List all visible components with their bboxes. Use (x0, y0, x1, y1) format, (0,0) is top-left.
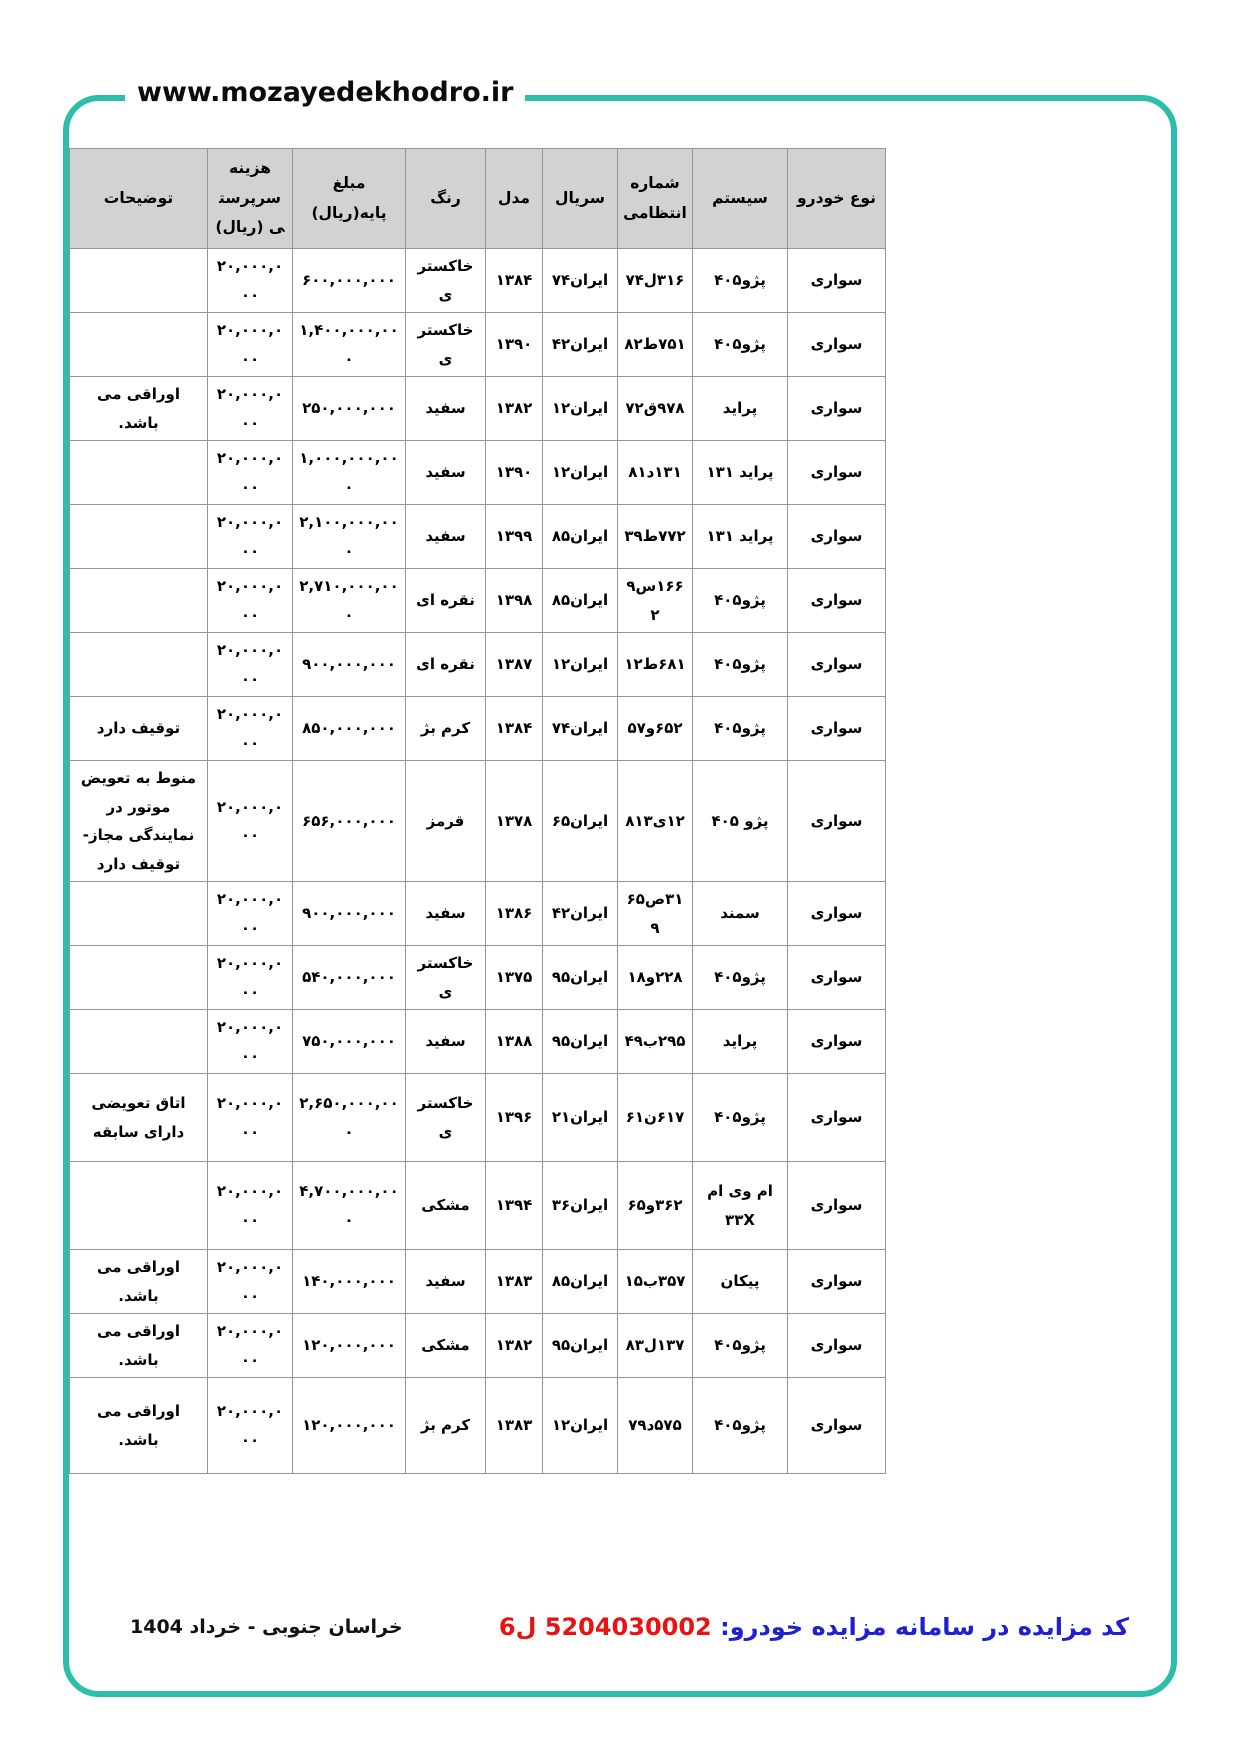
cell-serial: ایران۴۲ (543, 313, 618, 377)
cell-vehicle_type: سواری (788, 761, 886, 882)
cell-serial: ایران۶۵ (543, 761, 618, 882)
cell-color: مشکی (406, 1314, 486, 1378)
column-header: شماره انتظامی (618, 149, 693, 249)
cell-color: کرم بژ (406, 1378, 486, 1474)
cell-serial: ایران۷۴ (543, 697, 618, 761)
cell-notes (70, 505, 208, 569)
cell-model_year: ۱۳۹۴ (486, 1162, 543, 1250)
auction-code-value: 5204030002 ل6 (498, 1613, 712, 1641)
cell-supervision_fee: ۲۰,۰۰۰,۰۰۰ (208, 1074, 293, 1162)
cell-serial: ایران۹۵ (543, 946, 618, 1010)
cell-supervision_fee: ۲۰,۰۰۰,۰۰۰ (208, 697, 293, 761)
cell-supervision_fee: ۲۰,۰۰۰,۰۰۰ (208, 505, 293, 569)
cell-model_year: ۱۳۸۳ (486, 1250, 543, 1314)
cell-base_price: ۱,۴۰۰,۰۰۰,۰۰۰ (293, 313, 406, 377)
site-url: www.mozayedekhodro.ir (125, 77, 525, 108)
table-row (70, 441, 886, 505)
table-row (70, 946, 886, 1010)
cell-model_year: ۱۳۷۵ (486, 946, 543, 1010)
cell-model_year: ۱۳۸۴ (486, 697, 543, 761)
cell-system: پژو۴۰۵ (693, 946, 788, 1010)
cell-serial: ایران۸۵ (543, 569, 618, 633)
cell-supervision_fee: ۲۰,۰۰۰,۰۰۰ (208, 377, 293, 441)
cell-model_year: ۱۳۹۹ (486, 505, 543, 569)
cell-color: سفید (406, 882, 486, 946)
table-row (70, 1378, 886, 1474)
cell-base_price: ۲,۶۵۰,۰۰۰,۰۰۰ (293, 1074, 406, 1162)
table-row (70, 1074, 886, 1162)
cell-notes: اوراقی می باشد. (70, 1250, 208, 1314)
cell-serial: ایران۷۴ (543, 249, 618, 313)
cell-supervision_fee: ۲۰,۰۰۰,۰۰۰ (208, 1162, 293, 1250)
cell-serial: ایران۸۵ (543, 1250, 618, 1314)
cell-system: پژو۴۰۵ (693, 249, 788, 313)
cell-serial: ایران۳۶ (543, 1162, 618, 1250)
cell-system: پژو۴۰۵ (693, 1074, 788, 1162)
cell-model_year: ۱۳۷۸ (486, 761, 543, 882)
cell-plate_number: ۶۱۷ن۶۱ (618, 1074, 693, 1162)
cell-plate_number: ۱۲ی۸۱۳ (618, 761, 693, 882)
cell-supervision_fee: ۲۰,۰۰۰,۰۰۰ (208, 1010, 293, 1074)
cell-supervision_fee: ۲۰,۰۰۰,۰۰۰ (208, 761, 293, 882)
cell-color: خاکستری (406, 313, 486, 377)
cell-base_price: ۲,۷۱۰,۰۰۰,۰۰۰ (293, 569, 406, 633)
vehicles-table (69, 148, 886, 1474)
cell-serial: ایران۲۱ (543, 1074, 618, 1162)
cell-model_year: ۱۳۸۲ (486, 1314, 543, 1378)
cell-notes: منوط به تعویض موتور در نمایندگی مجاز-توقیف دارد (70, 761, 208, 882)
cell-base_price: ۹۰۰,۰۰۰,۰۰۰ (293, 882, 406, 946)
table-row (70, 1162, 886, 1250)
cell-vehicle_type: سواری (788, 377, 886, 441)
cell-notes (70, 633, 208, 697)
column-header: توضیحات (70, 149, 208, 249)
cell-model_year: ۱۳۸۲ (486, 377, 543, 441)
cell-system: پراید (693, 377, 788, 441)
cell-base_price: ۸۵۰,۰۰۰,۰۰۰ (293, 697, 406, 761)
cell-supervision_fee: ۲۰,۰۰۰,۰۰۰ (208, 249, 293, 313)
cell-color: سفید (406, 505, 486, 569)
table-row (70, 882, 886, 946)
cell-base_price: ۲۵۰,۰۰۰,۰۰۰ (293, 377, 406, 441)
cell-serial: ایران۸۵ (543, 505, 618, 569)
cell-vehicle_type: سواری (788, 1314, 886, 1378)
table-row (70, 697, 886, 761)
cell-supervision_fee: ۲۰,۰۰۰,۰۰۰ (208, 441, 293, 505)
cell-notes (70, 882, 208, 946)
cell-vehicle_type: سواری (788, 1378, 886, 1474)
cell-serial: ایران۹۵ (543, 1010, 618, 1074)
cell-color: سفید (406, 1010, 486, 1074)
cell-model_year: ۱۳۹۰ (486, 441, 543, 505)
cell-notes (70, 946, 208, 1010)
cell-color: قرمز (406, 761, 486, 882)
cell-notes (70, 441, 208, 505)
cell-notes: اوراقی می باشد. (70, 1378, 208, 1474)
cell-model_year: ۱۳۸۶ (486, 882, 543, 946)
cell-vehicle_type: سواری (788, 697, 886, 761)
region-date: خراسان جنوبی - خرداد 1404 (130, 1616, 403, 1638)
cell-plate_number: ۱۶۶س۹۲ (618, 569, 693, 633)
cell-plate_number: ۱۳۷ل۸۳ (618, 1314, 693, 1378)
cell-vehicle_type: سواری (788, 313, 886, 377)
cell-base_price: ۶۰۰,۰۰۰,۰۰۰ (293, 249, 406, 313)
cell-vehicle_type: سواری (788, 882, 886, 946)
cell-base_price: ۱۲۰,۰۰۰,۰۰۰ (293, 1378, 406, 1474)
cell-model_year: ۱۳۸۴ (486, 249, 543, 313)
cell-plate_number: ۱۳۱د۸۱ (618, 441, 693, 505)
cell-supervision_fee: ۲۰,۰۰۰,۰۰۰ (208, 1314, 293, 1378)
cell-supervision_fee: ۲۰,۰۰۰,۰۰۰ (208, 1378, 293, 1474)
cell-base_price: ۹۰۰,۰۰۰,۰۰۰ (293, 633, 406, 697)
cell-serial: ایران۴۲ (543, 882, 618, 946)
cell-system: ام وی ام ۳۳X (693, 1162, 788, 1250)
cell-notes (70, 313, 208, 377)
auction-code-label: کد مزایده در سامانه مزایده خودرو: (720, 1613, 1129, 1641)
cell-plate_number: ۷۵۱ط۸۲ (618, 313, 693, 377)
column-header: سیستم (693, 149, 788, 249)
cell-notes (70, 249, 208, 313)
cell-notes (70, 1010, 208, 1074)
footer (130, 1613, 1129, 1641)
cell-notes: اوراقی می باشد. (70, 1314, 208, 1378)
cell-base_price: ۴,۷۰۰,۰۰۰,۰۰۰ (293, 1162, 406, 1250)
cell-system: پژو۴۰۵ (693, 697, 788, 761)
cell-serial: ایران۱۲ (543, 1378, 618, 1474)
column-header: مبلغ پایه(ریال) (293, 149, 406, 249)
cell-base_price: ۵۴۰,۰۰۰,۰۰۰ (293, 946, 406, 1010)
table-row (70, 633, 886, 697)
table-row (70, 1010, 886, 1074)
table-row (70, 1250, 886, 1314)
table-row (70, 761, 886, 882)
table-body (70, 249, 886, 1474)
cell-color: سفید (406, 1250, 486, 1314)
cell-system: پراید ۱۳۱ (693, 505, 788, 569)
cell-plate_number: ۳۶۲و۶۵ (618, 1162, 693, 1250)
cell-notes (70, 569, 208, 633)
cell-color: خاکستری (406, 946, 486, 1010)
cell-supervision_fee: ۲۰,۰۰۰,۰۰۰ (208, 313, 293, 377)
table-row (70, 249, 886, 313)
cell-supervision_fee: ۲۰,۰۰۰,۰۰۰ (208, 1250, 293, 1314)
cell-plate_number: ۶۵۲و۵۷ (618, 697, 693, 761)
cell-vehicle_type: سواری (788, 946, 886, 1010)
cell-base_price: ۲,۱۰۰,۰۰۰,۰۰۰ (293, 505, 406, 569)
cell-supervision_fee: ۲۰,۰۰۰,۰۰۰ (208, 633, 293, 697)
cell-serial: ایران۱۲ (543, 377, 618, 441)
auction-code (499, 1613, 1129, 1641)
cell-system: پژو۴۰۵ (693, 1314, 788, 1378)
cell-system: سمند (693, 882, 788, 946)
cell-plate_number: ۳۵۷ب۱۵ (618, 1250, 693, 1314)
cell-notes: توقیف دارد (70, 697, 208, 761)
cell-plate_number: ۷۷۲ط۳۹ (618, 505, 693, 569)
column-header: سریال (543, 149, 618, 249)
cell-color: نقره ای (406, 569, 486, 633)
column-header: رنگ (406, 149, 486, 249)
cell-serial: ایران۱۲ (543, 633, 618, 697)
cell-model_year: ۱۳۹۸ (486, 569, 543, 633)
cell-supervision_fee: ۲۰,۰۰۰,۰۰۰ (208, 882, 293, 946)
cell-system: پژو۴۰۵ (693, 569, 788, 633)
cell-notes: اوراقی می باشد. (70, 377, 208, 441)
cell-color: خاکستری (406, 1074, 486, 1162)
cell-vehicle_type: سواری (788, 1010, 886, 1074)
cell-vehicle_type: سواری (788, 1250, 886, 1314)
cell-base_price: ۶۵۶,۰۰۰,۰۰۰ (293, 761, 406, 882)
cell-base_price: ۷۵۰,۰۰۰,۰۰۰ (293, 1010, 406, 1074)
cell-base_price: ۱۲۰,۰۰۰,۰۰۰ (293, 1314, 406, 1378)
cell-base_price: ۱,۰۰۰,۰۰۰,۰۰۰ (293, 441, 406, 505)
cell-supervision_fee: ۲۰,۰۰۰,۰۰۰ (208, 569, 293, 633)
cell-color: سفید (406, 377, 486, 441)
table-row (70, 1314, 886, 1378)
table-row (70, 505, 886, 569)
cell-model_year: ۱۳۸۷ (486, 633, 543, 697)
column-header: مدل (486, 149, 543, 249)
cell-color: نقره ای (406, 633, 486, 697)
cell-color: مشکی (406, 1162, 486, 1250)
cell-system: پژو ۴۰۵ (693, 761, 788, 882)
cell-vehicle_type: سواری (788, 1074, 886, 1162)
cell-plate_number: ۳۱۶ل۷۴ (618, 249, 693, 313)
cell-plate_number: ۹۷۸ق۷۲ (618, 377, 693, 441)
cell-notes (70, 1162, 208, 1250)
cell-vehicle_type: سواری (788, 569, 886, 633)
header-row (70, 149, 886, 249)
cell-serial: ایران۹۵ (543, 1314, 618, 1378)
column-header: نوع خودرو (788, 149, 886, 249)
cell-vehicle_type: سواری (788, 505, 886, 569)
cell-vehicle_type: سواری (788, 249, 886, 313)
cell-vehicle_type: سواری (788, 441, 886, 505)
cell-color: کرم بژ (406, 697, 486, 761)
cell-plate_number: ۵۷۵د۷۹ (618, 1378, 693, 1474)
cell-color: سفید (406, 441, 486, 505)
cell-plate_number: ۳۱ص۶۵۹ (618, 882, 693, 946)
cell-model_year: ۱۳۸۸ (486, 1010, 543, 1074)
cell-system: پیکان (693, 1250, 788, 1314)
cell-system: پژو۴۰۵ (693, 633, 788, 697)
cell-model_year: ۱۳۹۶ (486, 1074, 543, 1162)
cell-serial: ایران۱۲ (543, 441, 618, 505)
cell-plate_number: ۶۸۱ط۱۲ (618, 633, 693, 697)
table-row (70, 569, 886, 633)
cell-system: پراید (693, 1010, 788, 1074)
cell-supervision_fee: ۲۰,۰۰۰,۰۰۰ (208, 946, 293, 1010)
cell-model_year: ۱۳۸۳ (486, 1378, 543, 1474)
cell-notes: اتاق تعویضی دارای سابقه (70, 1074, 208, 1162)
cell-plate_number: ۲۹۵ب۴۹ (618, 1010, 693, 1074)
cell-vehicle_type: سواری (788, 633, 886, 697)
column-header: هزینه سرپرستی (ریال) (208, 149, 293, 249)
table-row (70, 313, 886, 377)
cell-system: پژو۴۰۵ (693, 1378, 788, 1474)
cell-plate_number: ۲۲۸و۱۸ (618, 946, 693, 1010)
cell-vehicle_type: سواری (788, 1162, 886, 1250)
table-row (70, 377, 886, 441)
cell-color: خاکستری (406, 249, 486, 313)
cell-model_year: ۱۳۹۰ (486, 313, 543, 377)
cell-system: پژو۴۰۵ (693, 313, 788, 377)
cell-system: پراید ۱۳۱ (693, 441, 788, 505)
page-border (63, 77, 1177, 1697)
cell-base_price: ۱۴۰,۰۰۰,۰۰۰ (293, 1250, 406, 1314)
